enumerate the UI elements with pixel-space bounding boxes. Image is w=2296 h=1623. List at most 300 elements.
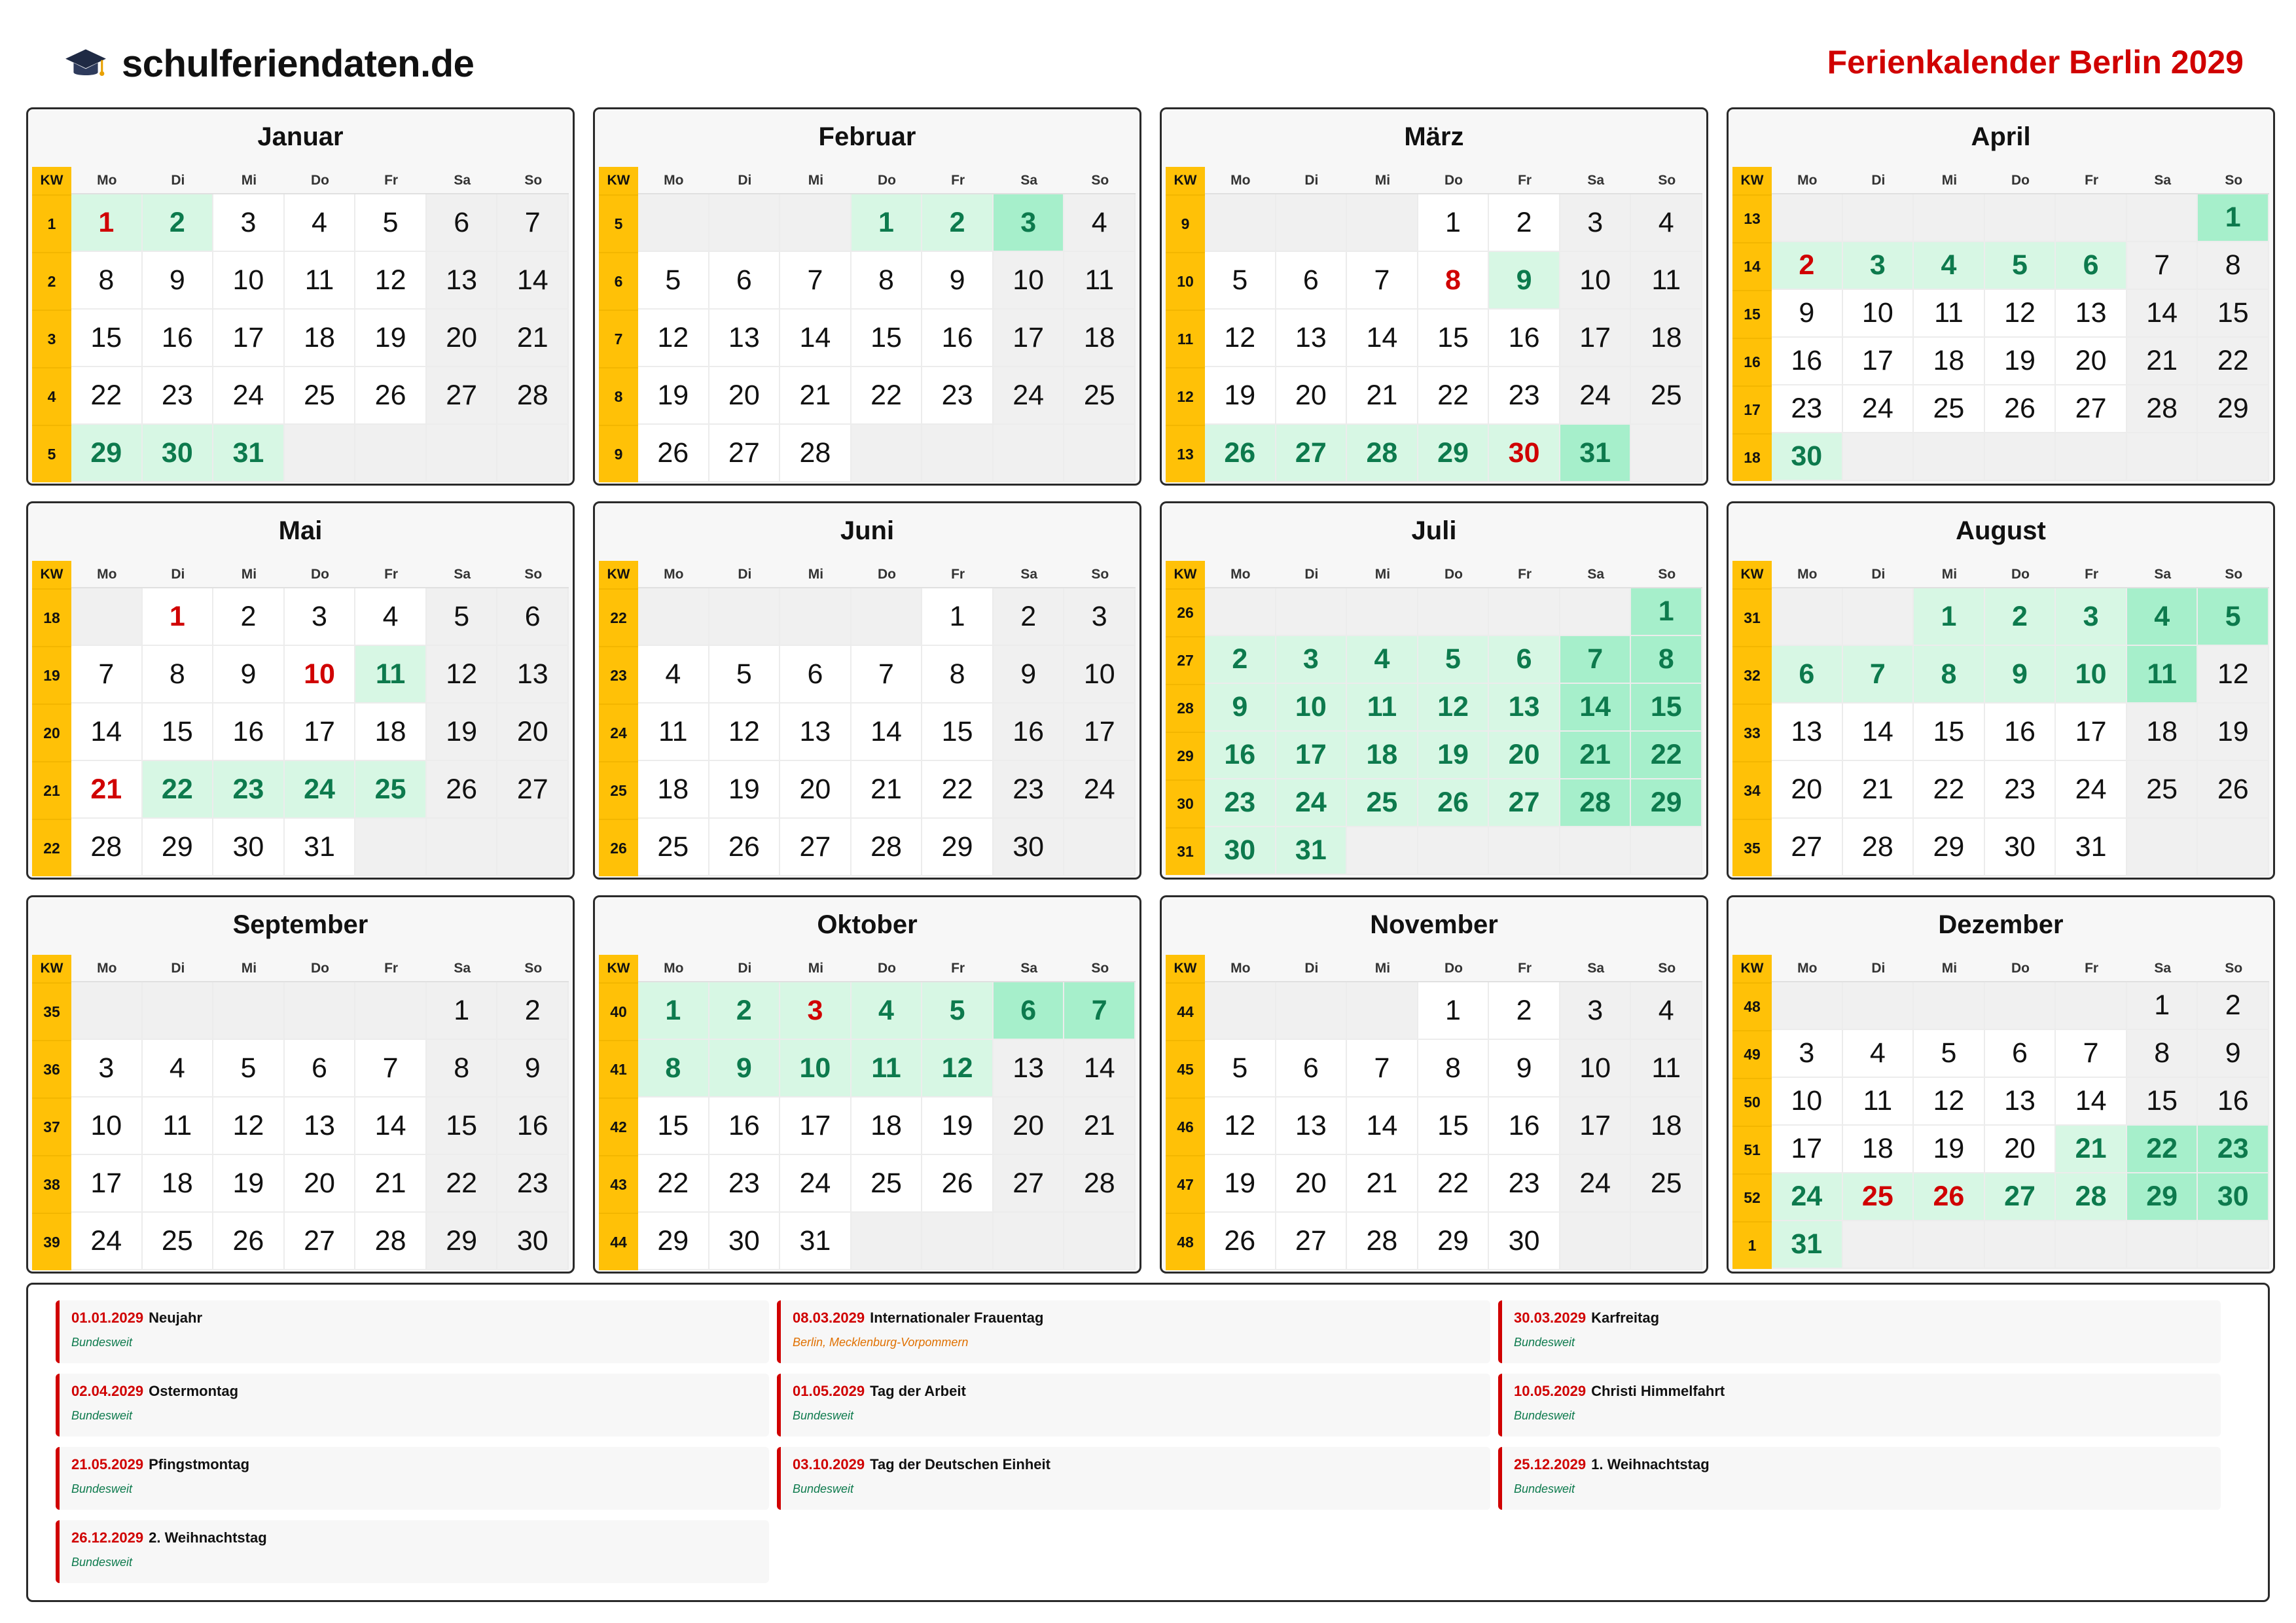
empty-day-cell bbox=[1843, 433, 1914, 481]
day-cell: 1 bbox=[427, 982, 498, 1040]
day-cell: 15 bbox=[2198, 290, 2269, 338]
day-cell: 2 bbox=[143, 194, 214, 252]
day-cell: 26 bbox=[638, 425, 709, 482]
calendar-week-number: 35 bbox=[32, 982, 71, 1040]
holiday-date: 01.01.2029 bbox=[71, 1310, 144, 1326]
day-cell: 16 bbox=[1772, 338, 1843, 385]
day-cell: 31 bbox=[1560, 425, 1632, 482]
day-cell: 19 bbox=[1914, 1126, 1985, 1173]
day-cell: 28 bbox=[1347, 1213, 1418, 1270]
holiday-name: Tag der Deutschen Einheit bbox=[870, 1456, 1050, 1472]
weekday-label: Do bbox=[285, 167, 356, 194]
week-row bbox=[1732, 982, 2269, 1030]
day-cell: 13 bbox=[1276, 1097, 1348, 1155]
weekday-label: So bbox=[1064, 955, 1136, 982]
day-cell: 25 bbox=[1914, 385, 1985, 433]
day-cell: 11 bbox=[638, 704, 709, 761]
day-cell: 14 bbox=[780, 310, 852, 367]
day-cell: 10 bbox=[1560, 1040, 1632, 1097]
weekday-label: So bbox=[497, 167, 569, 194]
day-cell: 6 bbox=[780, 646, 852, 704]
month-title: November bbox=[1370, 910, 1498, 939]
day-cell: 28 bbox=[71, 819, 143, 876]
day-cell: 14 bbox=[2127, 290, 2198, 338]
calendar-week-number: 21 bbox=[32, 761, 71, 819]
day-cell: 25 bbox=[1347, 779, 1418, 827]
day-cell: 10 bbox=[1843, 290, 1914, 338]
weekday-label: Sa bbox=[2127, 167, 2198, 194]
holiday-scope: Bundesweit bbox=[71, 1556, 133, 1569]
weekday-label: Di bbox=[709, 167, 781, 194]
month-table bbox=[599, 167, 1136, 482]
day-cell: 25 bbox=[285, 367, 356, 425]
day-cell: 13 bbox=[780, 704, 852, 761]
day-cell: 13 bbox=[1772, 704, 1843, 761]
day-cell: 12 bbox=[2198, 646, 2269, 704]
month-title: September bbox=[232, 910, 368, 939]
weekday-label: Mo bbox=[71, 561, 143, 588]
day-cell: 11 bbox=[1631, 1040, 1702, 1097]
day-cell: 12 bbox=[709, 704, 781, 761]
weekday-label: Sa bbox=[1560, 955, 1632, 982]
day-cell: 28 bbox=[2056, 1173, 2127, 1221]
empty-day-cell bbox=[1914, 982, 1985, 1030]
day-cell: 14 bbox=[497, 252, 569, 310]
calendar-week-number: 7 bbox=[599, 310, 638, 367]
calendar-week-number: 34 bbox=[1732, 761, 1772, 819]
day-cell: 24 bbox=[1560, 1155, 1632, 1213]
empty-day-cell bbox=[1843, 982, 1914, 1030]
day-cell: 10 bbox=[780, 1040, 852, 1097]
weekday-label: Mi bbox=[213, 955, 285, 982]
day-cell: 16 bbox=[709, 1097, 781, 1155]
day-cell: 25 bbox=[1843, 1173, 1914, 1221]
day-cell: 4 bbox=[285, 194, 356, 252]
week-row bbox=[1732, 338, 2269, 385]
day-cell: 20 bbox=[1276, 1155, 1348, 1213]
kw-header: KW bbox=[32, 955, 71, 982]
day-cell: 2 bbox=[213, 588, 285, 646]
day-cell: 18 bbox=[1064, 310, 1136, 367]
day-cell: 27 bbox=[994, 1155, 1065, 1213]
month-card bbox=[1727, 107, 2275, 486]
day-cell: 13 bbox=[1489, 684, 1560, 732]
day-cell: 21 bbox=[497, 310, 569, 367]
empty-day-cell bbox=[497, 819, 569, 876]
empty-day-cell bbox=[1064, 1213, 1136, 1270]
day-cell: 23 bbox=[709, 1155, 781, 1213]
week-row bbox=[1732, 819, 2269, 876]
day-cell: 15 bbox=[71, 310, 143, 367]
day-cell: 11 bbox=[143, 1097, 214, 1155]
day-cell: 21 bbox=[852, 761, 923, 819]
day-cell: 11 bbox=[285, 252, 356, 310]
holiday-line bbox=[1514, 1456, 2209, 1473]
empty-day-cell bbox=[1205, 194, 1276, 252]
day-cell: 26 bbox=[1205, 1213, 1276, 1270]
day-cell: 15 bbox=[852, 310, 923, 367]
calendar-week-number: 28 bbox=[1166, 684, 1205, 732]
week-row bbox=[1732, 588, 2269, 646]
empty-day-cell bbox=[709, 588, 781, 646]
empty-day-cell bbox=[922, 1213, 994, 1270]
day-cell: 16 bbox=[2198, 1078, 2269, 1126]
empty-day-cell bbox=[2198, 819, 2269, 876]
weekday-label: Mo bbox=[1205, 561, 1276, 588]
calendar-week-number: 25 bbox=[599, 761, 638, 819]
empty-day-cell bbox=[780, 588, 852, 646]
day-cell: 23 bbox=[1985, 761, 2056, 819]
weekday-label: Do bbox=[852, 167, 923, 194]
day-cell: 25 bbox=[1631, 1155, 1702, 1213]
weekday-label: So bbox=[2198, 955, 2269, 982]
day-cell: 27 bbox=[709, 425, 781, 482]
holiday-name: 2. Weihnachtstag bbox=[149, 1529, 267, 1546]
day-cell: 27 bbox=[1276, 425, 1348, 482]
day-cell: 5 bbox=[1985, 242, 2056, 290]
weekday-label: Mi bbox=[213, 167, 285, 194]
calendar-week-number: 43 bbox=[599, 1155, 638, 1213]
page-title: Ferienkalender Berlin 2029 bbox=[1827, 44, 2244, 80]
calendar-week-number: 23 bbox=[599, 646, 638, 704]
weekday-header-row bbox=[599, 561, 1136, 588]
calendar-week-number: 12 bbox=[1166, 367, 1205, 425]
day-cell: 19 bbox=[1205, 367, 1276, 425]
day-cell: 1 bbox=[1418, 982, 1490, 1040]
day-cell: 22 bbox=[143, 761, 214, 819]
empty-day-cell bbox=[2127, 433, 2198, 481]
day-cell: 14 bbox=[1347, 1097, 1418, 1155]
holiday-scope: Bundesweit bbox=[793, 1482, 854, 1495]
empty-day-cell bbox=[71, 982, 143, 1040]
month-title: August bbox=[1956, 516, 2046, 545]
day-cell: 31 bbox=[1276, 827, 1348, 875]
empty-day-cell bbox=[1772, 982, 1843, 1030]
empty-day-cell bbox=[1843, 588, 1914, 646]
day-cell: 28 bbox=[1843, 819, 1914, 876]
day-cell: 8 bbox=[2198, 242, 2269, 290]
holiday-line bbox=[793, 1456, 1479, 1473]
day-cell: 19 bbox=[355, 310, 427, 367]
kw-header: KW bbox=[1166, 955, 1205, 982]
day-cell: 4 bbox=[1347, 636, 1418, 684]
empty-day-cell bbox=[427, 425, 498, 482]
calendar-week-number: 2 bbox=[32, 252, 71, 310]
day-cell: 21 bbox=[1843, 761, 1914, 819]
calendar-week-number: 31 bbox=[1732, 588, 1772, 646]
empty-day-cell bbox=[1205, 588, 1276, 636]
day-cell: 9 bbox=[1772, 290, 1843, 338]
day-cell: 13 bbox=[285, 1097, 356, 1155]
calendar-week-number: 22 bbox=[32, 819, 71, 876]
weekday-header-row bbox=[32, 167, 569, 194]
weekday-label: Fr bbox=[355, 167, 427, 194]
day-cell: 23 bbox=[1489, 367, 1560, 425]
weekday-header-row bbox=[32, 955, 569, 982]
week-row bbox=[1732, 1173, 2269, 1221]
day-cell: 3 bbox=[2056, 588, 2127, 646]
holiday-entry bbox=[777, 1447, 1490, 1510]
day-cell: 9 bbox=[1985, 646, 2056, 704]
week-row bbox=[599, 252, 1136, 310]
week-row bbox=[32, 1040, 569, 1097]
day-cell: 15 bbox=[427, 1097, 498, 1155]
month-title: April bbox=[1971, 122, 2031, 151]
day-cell: 24 bbox=[1276, 779, 1348, 827]
weekday-label: Do bbox=[852, 955, 923, 982]
day-cell: 3 bbox=[285, 588, 356, 646]
day-cell: 19 bbox=[1985, 338, 2056, 385]
holiday-name: 1. Weihnachtstag bbox=[1591, 1456, 1710, 1472]
weekday-label: Fr bbox=[355, 561, 427, 588]
day-cell: 4 bbox=[1914, 242, 1985, 290]
day-cell: 6 bbox=[1489, 636, 1560, 684]
day-cell: 13 bbox=[1985, 1078, 2056, 1126]
calendar-week-number: 40 bbox=[599, 982, 638, 1040]
holiday-date: 03.10.2029 bbox=[793, 1456, 865, 1472]
weekday-label: So bbox=[2198, 167, 2269, 194]
day-cell: 28 bbox=[852, 819, 923, 876]
day-cell: 17 bbox=[2056, 704, 2127, 761]
calendar-week-number: 47 bbox=[1166, 1155, 1205, 1213]
empty-day-cell bbox=[1276, 588, 1348, 636]
empty-day-cell bbox=[1347, 827, 1418, 875]
day-cell: 17 bbox=[1560, 310, 1632, 367]
weekday-label: Sa bbox=[427, 561, 498, 588]
holiday-date: 30.03.2029 bbox=[1514, 1310, 1587, 1326]
calendar-week-number: 44 bbox=[1166, 982, 1205, 1040]
day-cell: 15 bbox=[638, 1097, 709, 1155]
week-row bbox=[599, 761, 1136, 819]
holiday-entry bbox=[777, 1300, 1490, 1363]
day-cell: 14 bbox=[1347, 310, 1418, 367]
day-cell: 5 bbox=[1205, 1040, 1276, 1097]
empty-day-cell bbox=[2056, 982, 2127, 1030]
empty-day-cell bbox=[2198, 1221, 2269, 1269]
weekday-label: So bbox=[1631, 561, 1702, 588]
day-cell: 7 bbox=[1347, 252, 1418, 310]
day-cell: 27 bbox=[1276, 1213, 1348, 1270]
weekday-header-row bbox=[1166, 955, 1702, 982]
day-cell: 19 bbox=[1205, 1155, 1276, 1213]
holiday-name: Neujahr bbox=[149, 1310, 203, 1326]
day-cell: 27 bbox=[1772, 819, 1843, 876]
day-cell: 4 bbox=[1631, 982, 1702, 1040]
weekday-label: Mo bbox=[1205, 955, 1276, 982]
calendar-week-number: 35 bbox=[1732, 819, 1772, 876]
calendar-week-number: 17 bbox=[1732, 385, 1772, 433]
day-cell: 26 bbox=[2198, 761, 2269, 819]
calendar-week-number: 13 bbox=[1166, 425, 1205, 482]
day-cell: 5 bbox=[427, 588, 498, 646]
day-cell: 3 bbox=[71, 1040, 143, 1097]
kw-header: KW bbox=[599, 561, 638, 588]
empty-day-cell bbox=[355, 982, 427, 1040]
month-title: Juni bbox=[840, 516, 895, 545]
weekday-label: Di bbox=[1276, 955, 1348, 982]
week-row bbox=[599, 1155, 1136, 1213]
calendar-week-number: 9 bbox=[599, 425, 638, 482]
weekday-label: Mi bbox=[1914, 561, 1985, 588]
empty-day-cell bbox=[852, 588, 923, 646]
day-cell: 15 bbox=[922, 704, 994, 761]
day-cell: 9 bbox=[143, 252, 214, 310]
day-cell: 6 bbox=[285, 1040, 356, 1097]
calendar-week-number: 31 bbox=[1166, 827, 1205, 875]
day-cell: 8 bbox=[1418, 252, 1490, 310]
month-table bbox=[1166, 561, 1702, 875]
day-cell: 8 bbox=[71, 252, 143, 310]
day-cell: 15 bbox=[1418, 310, 1490, 367]
day-cell: 18 bbox=[1347, 732, 1418, 779]
empty-day-cell bbox=[1985, 433, 2056, 481]
day-cell: 8 bbox=[427, 1040, 498, 1097]
day-cell: 20 bbox=[1772, 761, 1843, 819]
calendar-week-number: 16 bbox=[1732, 338, 1772, 385]
weekday-label: Fr bbox=[2056, 955, 2127, 982]
day-cell: 21 bbox=[2127, 338, 2198, 385]
empty-day-cell bbox=[994, 1213, 1065, 1270]
weekday-label: Mi bbox=[1347, 167, 1418, 194]
month-title: Oktober bbox=[817, 910, 918, 939]
month-table bbox=[32, 561, 569, 876]
day-cell: 10 bbox=[2056, 646, 2127, 704]
empty-day-cell bbox=[1347, 982, 1418, 1040]
month-title: Mai bbox=[278, 516, 323, 545]
day-cell: 3 bbox=[1843, 242, 1914, 290]
week-row bbox=[599, 704, 1136, 761]
day-cell: 3 bbox=[1772, 1030, 1843, 1078]
day-cell: 16 bbox=[922, 310, 994, 367]
empty-day-cell bbox=[1489, 588, 1560, 636]
day-cell: 30 bbox=[994, 819, 1065, 876]
day-cell: 9 bbox=[1205, 684, 1276, 732]
week-row bbox=[1732, 433, 2269, 481]
site-logo[interactable] bbox=[64, 42, 474, 86]
day-cell: 8 bbox=[1914, 646, 1985, 704]
empty-day-cell bbox=[1489, 827, 1560, 875]
calendar-week-number: 29 bbox=[1166, 732, 1205, 779]
day-cell: 19 bbox=[213, 1155, 285, 1213]
day-cell: 20 bbox=[2056, 338, 2127, 385]
day-cell: 2 bbox=[497, 982, 569, 1040]
weekday-label: So bbox=[1064, 561, 1136, 588]
day-cell: 21 bbox=[2056, 1126, 2127, 1173]
week-row bbox=[1166, 588, 1702, 636]
empty-day-cell bbox=[1914, 433, 1985, 481]
calendar-week-number: 18 bbox=[1732, 433, 1772, 481]
day-cell: 4 bbox=[2127, 588, 2198, 646]
day-cell: 4 bbox=[1843, 1030, 1914, 1078]
empty-day-cell bbox=[852, 425, 923, 482]
empty-day-cell bbox=[1772, 588, 1843, 646]
day-cell: 19 bbox=[1418, 732, 1490, 779]
day-cell: 1 bbox=[1631, 588, 1702, 636]
weekday-label: Mo bbox=[1205, 167, 1276, 194]
day-cell: 18 bbox=[1914, 338, 1985, 385]
weekday-label: Mi bbox=[1347, 955, 1418, 982]
week-row bbox=[1166, 779, 1702, 827]
calendar-week-number: 39 bbox=[32, 1213, 71, 1270]
day-cell: 9 bbox=[213, 646, 285, 704]
week-row bbox=[1732, 242, 2269, 290]
day-cell: 11 bbox=[1631, 252, 1702, 310]
empty-day-cell bbox=[1560, 827, 1632, 875]
holiday-scope: Bundesweit bbox=[1514, 1482, 1575, 1495]
day-cell: 15 bbox=[1631, 684, 1702, 732]
day-cell: 11 bbox=[2127, 646, 2198, 704]
empty-day-cell bbox=[497, 425, 569, 482]
day-cell: 6 bbox=[2056, 242, 2127, 290]
day-cell: 14 bbox=[1560, 684, 1632, 732]
day-cell: 7 bbox=[355, 1040, 427, 1097]
empty-day-cell bbox=[1843, 194, 1914, 242]
calendar-week-number: 5 bbox=[32, 425, 71, 482]
day-cell: 28 bbox=[1064, 1155, 1136, 1213]
day-cell: 7 bbox=[780, 252, 852, 310]
weekday-header-row bbox=[599, 955, 1136, 982]
day-cell: 29 bbox=[143, 819, 214, 876]
week-row bbox=[1166, 1097, 1702, 1155]
day-cell: 25 bbox=[143, 1213, 214, 1270]
day-cell: 29 bbox=[1418, 425, 1490, 482]
month-card bbox=[1160, 107, 1708, 486]
weekday-label: Sa bbox=[1560, 561, 1632, 588]
month-card bbox=[1160, 501, 1708, 880]
day-cell: 7 bbox=[1843, 646, 1914, 704]
holiday-scope: Bundesweit bbox=[71, 1336, 133, 1349]
weekday-label: Sa bbox=[427, 955, 498, 982]
holiday-name: Pfingstmontag bbox=[149, 1456, 250, 1472]
day-cell: 12 bbox=[922, 1040, 994, 1097]
empty-day-cell bbox=[1205, 982, 1276, 1040]
day-cell: 7 bbox=[1347, 1040, 1418, 1097]
day-cell: 3 bbox=[1560, 194, 1632, 252]
weekday-label: Mo bbox=[1772, 167, 1843, 194]
holiday-entry bbox=[56, 1520, 769, 1583]
day-cell: 27 bbox=[1985, 1173, 2056, 1221]
month-table bbox=[1732, 955, 2269, 1269]
day-cell: 7 bbox=[2127, 242, 2198, 290]
calendar-week-number: 42 bbox=[599, 1097, 638, 1155]
calendar-week-number: 36 bbox=[32, 1040, 71, 1097]
weekday-label: Sa bbox=[994, 167, 1065, 194]
day-cell: 20 bbox=[709, 367, 781, 425]
week-row bbox=[1166, 425, 1702, 482]
month-table bbox=[1732, 167, 2269, 481]
weekday-label: Do bbox=[852, 561, 923, 588]
calendar-week-number: 33 bbox=[1732, 704, 1772, 761]
day-cell: 26 bbox=[709, 819, 781, 876]
calendar-week-number: 19 bbox=[32, 646, 71, 704]
day-cell: 26 bbox=[922, 1155, 994, 1213]
day-cell: 30 bbox=[709, 1213, 781, 1270]
logo-text: schulferiendaten.de bbox=[122, 43, 475, 85]
day-cell: 1 bbox=[2198, 194, 2269, 242]
day-cell: 5 bbox=[1914, 1030, 1985, 1078]
weekday-label: So bbox=[497, 561, 569, 588]
day-cell: 24 bbox=[780, 1155, 852, 1213]
day-cell: 7 bbox=[1560, 636, 1632, 684]
day-cell: 4 bbox=[1631, 194, 1702, 252]
day-cell: 10 bbox=[285, 646, 356, 704]
day-cell: 22 bbox=[71, 367, 143, 425]
weekday-label: Mi bbox=[1914, 955, 1985, 982]
day-cell: 9 bbox=[2198, 1030, 2269, 1078]
week-row bbox=[1166, 194, 1702, 252]
day-cell: 7 bbox=[1064, 982, 1136, 1040]
week-row bbox=[1166, 1213, 1702, 1270]
